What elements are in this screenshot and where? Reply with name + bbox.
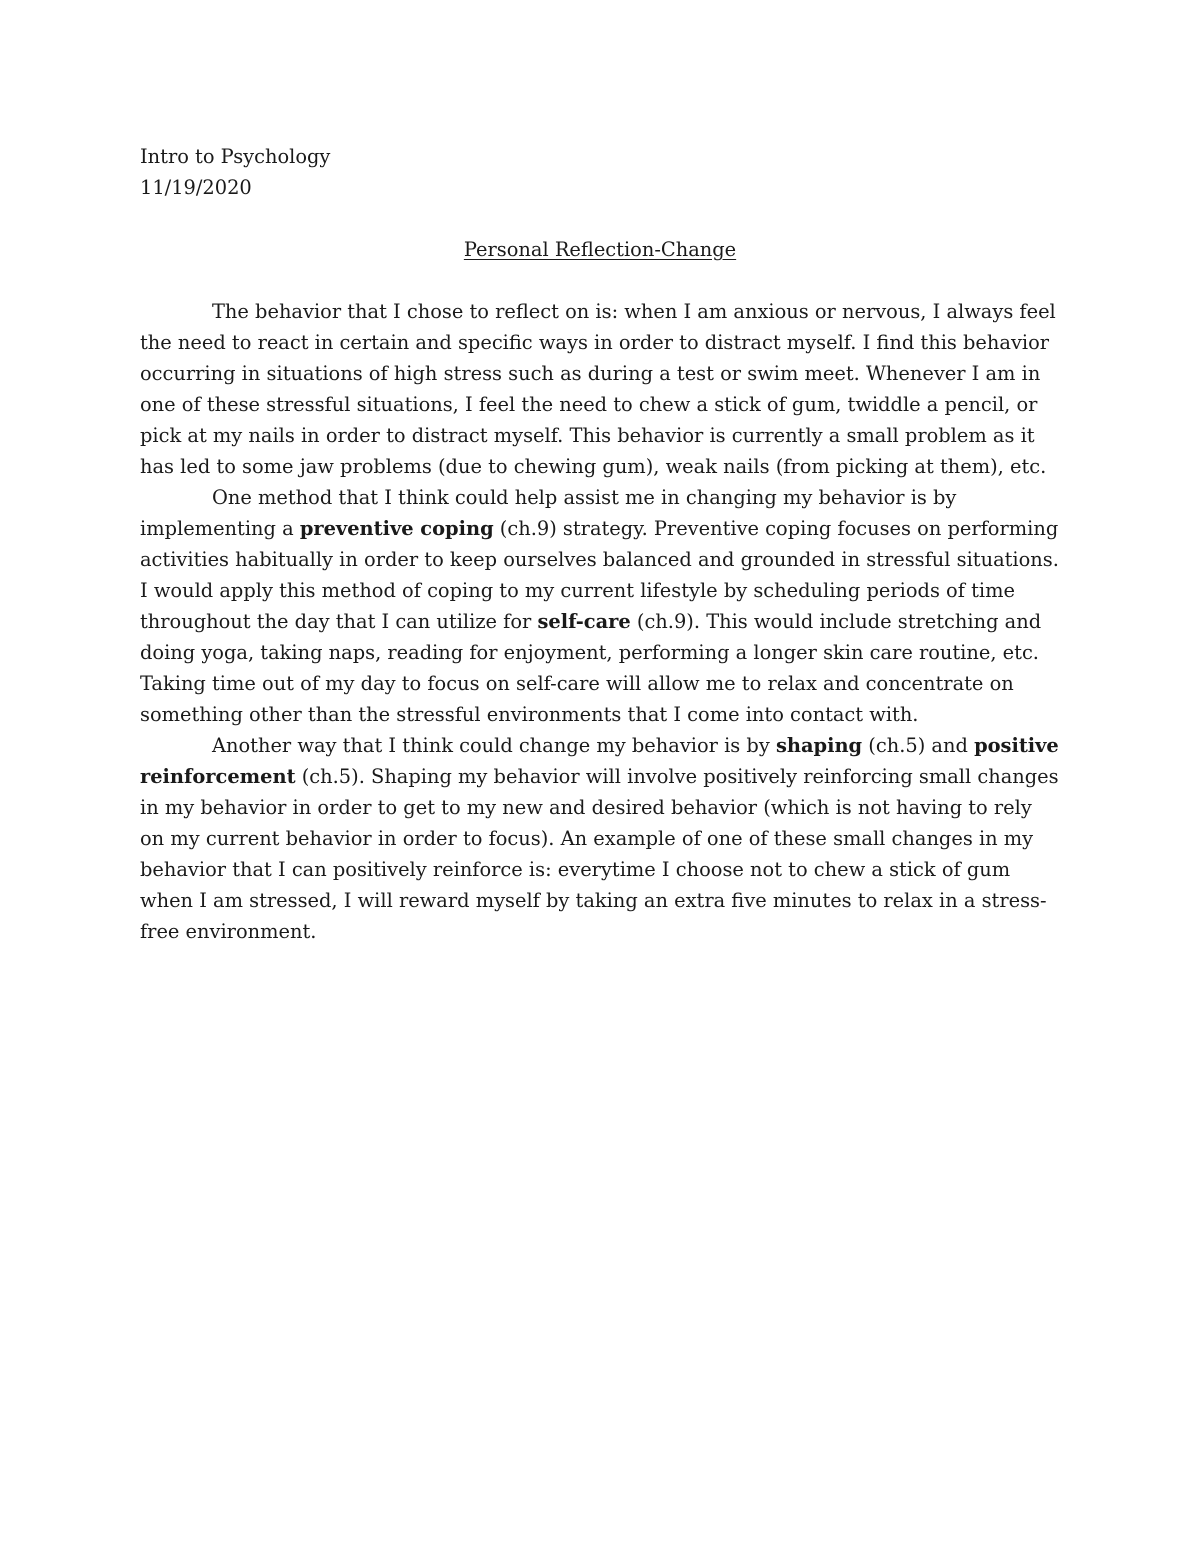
- term-positive-reinforcement: positive reinforcement: [140, 734, 1059, 788]
- document-date: 11/19/2020: [140, 176, 252, 199]
- course-name: Intro to Psychology: [140, 145, 331, 168]
- paragraph-3-text: Another way that I think could change my behavior is by: [212, 734, 776, 757]
- paragraph-3-text: (ch.5) and: [862, 734, 975, 757]
- paragraph-2-text: One method that I think could help assist me in changing my behavior is by implementing a: [140, 486, 957, 540]
- term-shaping: shaping: [775, 734, 863, 757]
- paragraph-3-text: (ch.5). Shaping my behavior will involve positively reinforcing small changes in my behavior in order to get to my new and desired behavior (which is not having to rely on my current behavior in order to focus). An example of one of these small changes in my behavior that I can positively reinforce is: everytime I choose not to chew a stick of gum when I am stressed, I will reward myself by taking an extra five minutes to relax in a stress-free environment.: [140, 765, 1059, 943]
- paragraph-3: [140, 730, 1060, 947]
- paragraph-2-text: (ch.9). This would include stretching and doing yoga, taking naps, reading for enjoyment, performing a longer skin care routine, etc. Taking time out of my day to focus on self-care will allow me to relax and concentrate on something other than the stressful environments that I come into contact with.: [140, 610, 1042, 726]
- term-preventive-coping: preventive coping: [299, 517, 494, 540]
- paragraph-2-text: (ch.9) strategy. Preventive coping focuses on performing activities habitually in order to keep ourselves balanced and grounded in stressful situations. I would apply this method of coping to my current lifestyle by scheduling periods of time throughout the day that I can utilize for: [140, 517, 1059, 633]
- paragraph-1: [140, 296, 1060, 482]
- document-title: Personal Reflection-Change: [463, 238, 737, 261]
- paragraph-2: [140, 482, 1060, 730]
- paragraph-1-text: The behavior that I chose to reflect on is: when I am anxious or nervous, I always feel the need to react in certain and specific ways in order to distract myself. I find this behavior occurring in situations of high stress such as during a test or swim meet. Whenever I am in one of these stressful situations, I feel the need to chew a stick of gum, twiddle a pencil, or pick at my nails in order to distract myself. This behavior is currently a small problem as it has led to some jaw problems (due to chewing gum), weak nails (from picking at them), etc.: [140, 300, 1056, 478]
- document-body: [140, 141, 1060, 947]
- term-self-care: self-care: [537, 610, 631, 633]
